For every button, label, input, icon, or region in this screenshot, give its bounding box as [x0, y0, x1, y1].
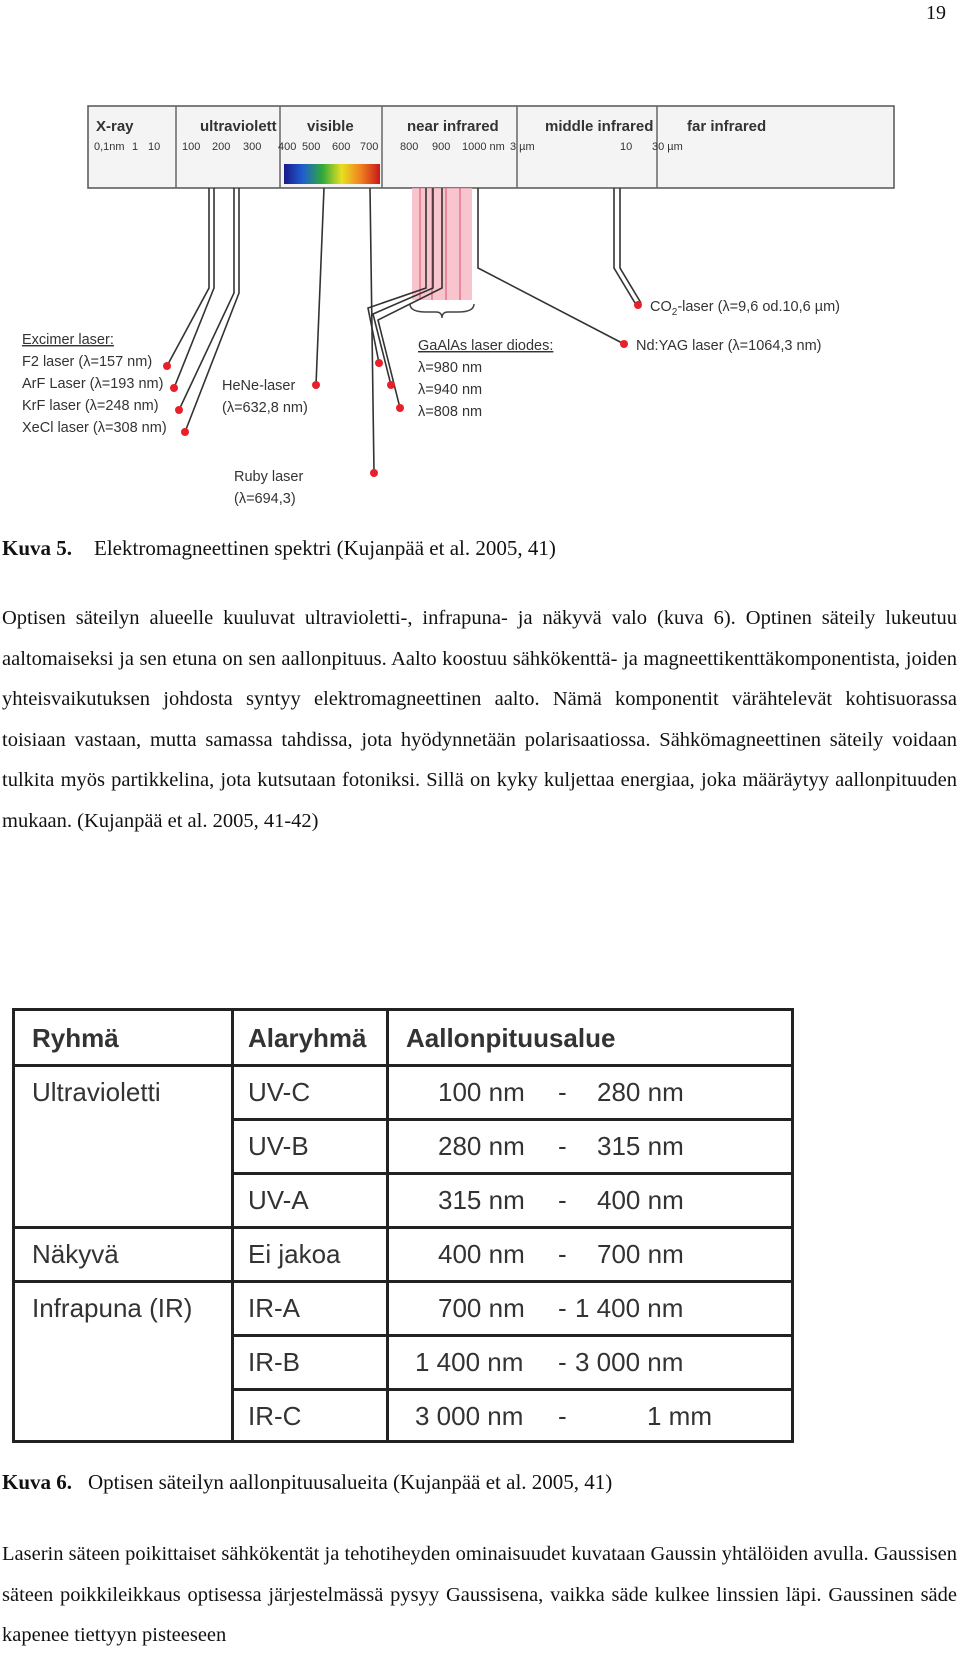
group-cell: Ultravioletti: [32, 1076, 161, 1107]
spectrum-diagram: [22, 98, 922, 543]
body-paragraph: Optisen säteilyn alueelle kuuluvat ultravioletti-, infrapuna- ja näkyvä valo (kuva 6). Optinen säteily lukeutuu aaltomaiseksi ja sen etuna on sen aallonpituus. Aalto koostuu sähkökenttä- ja magneettikenttäkomponentista, joiden yhteisvaikutuksen johdosta syntyy elektromagneettinen aalto. Nämä komponentit värähtelevät kohtisuorassa toisiaan vastaan, mutta samassa tahdissa, jota hyödynnetään polarisaatiossa. Sähkömagneettinen säteily voidaan tulkita myös partikkelina, jota kutsutaan fotoniksi. Sillä on kyky kuljettaa energiaa, joka määräytyy aallonpituuden mukaan. (Kujanpää et al. 2005, 41-42): [2, 607, 957, 832]
ruby-wavelength: (λ=694,3): [234, 491, 296, 507]
tick-label: 1000 nm: [462, 141, 505, 153]
table-header-row: [15, 1011, 791, 1065]
tick-label: 300: [243, 141, 262, 153]
table-row: [15, 1335, 791, 1389]
table-row: [15, 1173, 791, 1227]
ruby-label: Ruby laser: [234, 469, 304, 485]
range-from: 700 nm: [438, 1292, 525, 1323]
subgroup-cell: IR-C: [248, 1400, 302, 1431]
table-row: [15, 1227, 791, 1281]
subgroup-cell: UV-A: [248, 1184, 309, 1215]
ndyag-label: Nd:YAG laser (λ=1064,3 nm): [636, 338, 822, 354]
caption-label: Kuva 5.: [2, 536, 73, 560]
range-dash: -: [558, 1292, 567, 1323]
range-to: 280 nm: [597, 1076, 684, 1107]
table-row: [15, 1065, 791, 1119]
co2-label: $CO_2$-laser (λ=9,6 od.10,6 µm): [650, 299, 840, 318]
range-dash: -: [558, 1076, 567, 1107]
gaalas-940: λ=940 nm: [418, 382, 483, 398]
tick-label: 3 µm: [510, 141, 535, 153]
range-from: 280 nm: [438, 1130, 525, 1161]
gaalas-title: GaAlAs laser diodes:: [418, 338, 554, 354]
figure6-caption: [2, 1470, 612, 1495]
header-range: Aallonpituusalue: [406, 1022, 616, 1053]
tick-label: 900: [432, 141, 451, 153]
subgroup-cell: UV-B: [248, 1130, 309, 1161]
tick-label: 10: [148, 141, 161, 153]
region-label: ultraviolett: [200, 118, 277, 135]
range-dash: -: [558, 1238, 567, 1269]
arf-label: ArF Laser (λ=193 nm): [22, 376, 164, 392]
tick-label: 400: [278, 141, 297, 153]
figure5-caption: [2, 536, 556, 561]
subgroup-cell: IR-A: [248, 1292, 300, 1323]
group-cell: Näkyvä: [32, 1238, 119, 1269]
subgroup-cell: Ei jakoa: [248, 1238, 341, 1269]
tick-label: 1: [132, 141, 139, 153]
header-subgroup: Alaryhmä: [248, 1022, 367, 1053]
hene-label: HeNe-laser: [222, 378, 296, 394]
range-dash: -: [558, 1184, 567, 1215]
range-dash: -: [558, 1346, 567, 1377]
header-group: Ryhmä: [32, 1022, 119, 1053]
tick-label: 700: [360, 141, 379, 153]
range-dash: -: [558, 1400, 567, 1431]
gaalas-980: λ=980 nm: [418, 360, 483, 376]
tick-label: 30 µm: [652, 141, 683, 153]
tick-label: 800: [400, 141, 419, 153]
gaalas-808: λ=808 nm: [418, 404, 483, 420]
tick-label: 0,1nm: [94, 141, 125, 153]
region-label: X-ray: [96, 118, 134, 135]
range-from: 400 nm: [438, 1238, 525, 1269]
range-from: 100 nm: [438, 1076, 525, 1107]
range-to: 1 400 nm: [575, 1292, 684, 1323]
tick-label: 600: [332, 141, 351, 153]
caption-text: Optisen säteilyn aallonpituusalueita (Kujanpää et al. 2005, 41): [88, 1470, 613, 1494]
region-label: middle infrared: [545, 118, 654, 135]
group-cell: Infrapuna (IR): [32, 1292, 193, 1323]
subgroup-cell: UV-C: [248, 1076, 311, 1107]
page-number: 19: [926, 2, 946, 24]
tick-label: 200: [212, 141, 231, 153]
table-row: [15, 1389, 791, 1443]
subgroup-cell: IR-B: [248, 1346, 300, 1377]
range-to: 1 mm: [647, 1400, 712, 1431]
gaalas-brace: [410, 304, 474, 318]
table-row: [15, 1281, 791, 1335]
xecl-label: XeCl laser (λ=308 nm): [22, 420, 167, 436]
range-dash: -: [558, 1130, 567, 1161]
caption-label: Kuva 6.: [2, 1470, 73, 1494]
caption-text: Elektromagneettinen spektri (Kujanpää et al. 2005, 41): [94, 536, 556, 560]
range-to: 3 000 nm: [575, 1346, 684, 1377]
range-from: 3 000 nm: [415, 1400, 524, 1431]
range-to: 315 nm: [597, 1130, 684, 1161]
hene-wavelength: (λ=632,8 nm): [222, 400, 308, 416]
tick-label: 500: [302, 141, 321, 153]
body-paragraph: Laserin säteen poikittaiset sähkökentät ja tehotiheyden ominaisuudet kuvataan Gaussin yhtälöiden avulla. Gaussisen säteen poikkileikkaus optisessa järjestelmässä pysyy Gaussisena, vaikka säde kulkee linssien läpi. Gaussinen säde kapenee tiettyyn pisteeseen: [2, 1543, 957, 1646]
range-to: 400 nm: [597, 1184, 684, 1215]
region-label: far infrared: [687, 118, 767, 135]
range-to: 700 nm: [597, 1238, 684, 1269]
tick-label: 100: [182, 141, 201, 153]
visible-gradient: [284, 164, 380, 184]
region-label: visible: [307, 118, 354, 135]
region-label: near infrared: [407, 118, 499, 135]
krf-label: KrF laser (λ=248 nm): [22, 398, 159, 414]
table-row: [15, 1119, 791, 1173]
wavelength-table: [12, 1008, 794, 1443]
range-from: 315 nm: [438, 1184, 525, 1215]
electromagnetic-spectrum-figure: [22, 98, 922, 543]
f2-label: F2 laser (λ=157 nm): [22, 354, 153, 370]
excimer-title: Excimer laser:: [22, 332, 114, 348]
range-from: 1 400 nm: [415, 1346, 524, 1377]
tick-label: 10: [620, 141, 633, 153]
